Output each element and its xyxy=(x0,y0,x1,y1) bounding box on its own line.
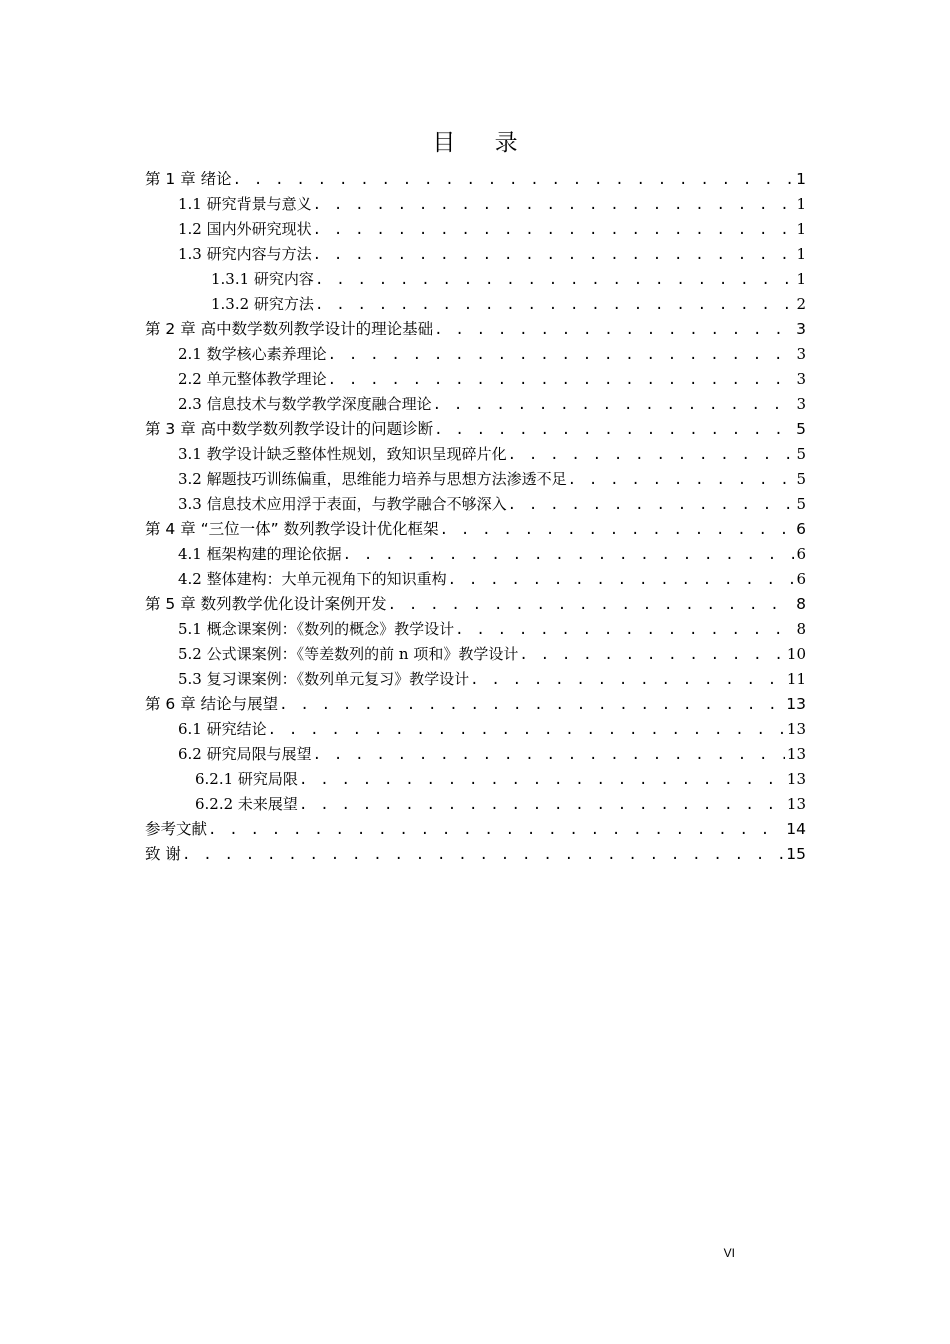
dot-leader xyxy=(315,293,795,317)
toc-entry-page: 13 xyxy=(786,770,806,788)
toc-entry-label: 第 1 章 绪论 xyxy=(145,170,232,188)
toc-entry-page: 1 xyxy=(796,245,806,263)
dot-leader xyxy=(519,643,785,667)
toc-entry-section-3-3[interactable] xyxy=(178,492,806,516)
dot-leader xyxy=(313,243,795,267)
dot-leader xyxy=(268,718,785,742)
toc-entry-section-1-1[interactable] xyxy=(178,192,806,216)
toc-entry-page: 5 xyxy=(796,470,806,488)
toc-entry-label: 1.3.1 研究内容 xyxy=(211,270,314,288)
toc-entry-page: 8 xyxy=(796,595,806,613)
toc-title: 目 录 xyxy=(432,130,534,156)
dot-leader xyxy=(440,518,794,542)
dot-leader xyxy=(313,743,785,767)
toc-entry-page: 6 xyxy=(796,570,806,588)
toc-entry-section-1-3[interactable] xyxy=(178,242,806,266)
toc-entry-page: 11 xyxy=(786,670,806,688)
toc-entry-page: 5 xyxy=(796,445,806,463)
toc-entry-section-4-1[interactable] xyxy=(178,542,806,566)
toc-entry-page: 1 xyxy=(796,220,806,238)
dot-leader xyxy=(434,318,794,342)
toc-entry-label: 致 谢 xyxy=(145,845,181,863)
dot-leader xyxy=(328,343,795,367)
toc-entry-section-3-1[interactable] xyxy=(178,442,806,466)
toc-entry-label: 3.2 解题技巧训练偏重，思维能力培养与思想方法渗透不足 xyxy=(178,470,567,488)
toc-entry-page: 13 xyxy=(786,745,806,763)
toc-entry-section-2-3[interactable] xyxy=(178,392,806,416)
toc-entry-page: 6 xyxy=(796,520,806,538)
toc-entry-section-4-2[interactable] xyxy=(178,567,806,591)
toc-entry-page: 1 xyxy=(796,170,806,188)
toc-entry-subsection-1-3-2[interactable] xyxy=(211,292,806,316)
toc-entry-page: 6 xyxy=(796,545,806,563)
page-number: VI xyxy=(723,1246,735,1260)
toc-entry-label: 2.2 单元整体教学理论 xyxy=(178,370,327,388)
dot-leader xyxy=(433,393,795,417)
toc-entry-label: 第 6 章 结论与展望 xyxy=(145,695,279,713)
dot-leader xyxy=(279,693,784,717)
dot-leader xyxy=(568,468,795,492)
toc-entry-chapter-4[interactable] xyxy=(145,517,806,541)
toc-entry-label: 2.3 信息技术与数学教学深度融合理论 xyxy=(178,395,432,413)
toc-entry-chapter-1[interactable] xyxy=(145,167,806,191)
toc-entry-section-1-2[interactable] xyxy=(178,217,806,241)
toc-entry-label: 5.3 复习课案例：《数列单元复习》教学设计 xyxy=(178,670,470,688)
toc-entry-subsection-1-3-1[interactable] xyxy=(211,267,806,291)
toc-entry-section-6-1[interactable] xyxy=(178,717,806,741)
toc-entry-section-2-1[interactable] xyxy=(178,342,806,366)
toc-entry-section-6-2[interactable] xyxy=(178,742,806,766)
toc-entry-label: 6.1 研究结论 xyxy=(178,720,267,738)
toc-entry-page: 8 xyxy=(796,620,806,638)
dot-leader xyxy=(233,168,794,192)
toc-entry-page: 10 xyxy=(786,645,806,663)
toc-entry-label: 第 4 章 “三位一体” 数列教学设计优化框架 xyxy=(145,520,439,538)
toc-entry-label: 参考文献 xyxy=(145,820,208,838)
toc-entry-page: 13 xyxy=(786,695,806,713)
toc-entry-chapter-6[interactable] xyxy=(145,692,806,716)
toc-entry-label: 第 3 章 高中数学数列教学设计的问题诊断 xyxy=(145,420,434,438)
toc-entry-page: 1 xyxy=(796,270,806,288)
toc-entry-section-5-2[interactable] xyxy=(178,642,806,666)
toc-entry-section-5-3[interactable] xyxy=(178,667,806,691)
toc-entry-chapter-3[interactable] xyxy=(145,417,806,441)
toc-entry-acknowledgements[interactable] xyxy=(145,842,806,866)
toc-entry-label: 5.1 概念课案例：《数列的概念》教学设计 xyxy=(178,620,455,638)
dot-leader xyxy=(508,443,795,467)
dot-leader xyxy=(208,818,784,842)
toc-entry-label: 6.2 研究局限与展望 xyxy=(178,745,312,763)
toc-entry-label: 第 5 章 数列教学优化设计案例开发 xyxy=(145,595,387,613)
dot-leader xyxy=(455,618,794,642)
toc-entry-label: 4.2 整体建构：大单元视角下的知识重构 xyxy=(178,570,447,588)
toc-entry-page: 1 xyxy=(796,195,806,213)
toc-entry-label: 1.3.2 研究方法 xyxy=(211,295,314,313)
toc-entry-label: 5.2 公式课案例：《等差数列的前 n 项和》教学设计 xyxy=(178,645,519,663)
dot-leader xyxy=(299,768,785,792)
toc-entry-label: 1.2 国内外研究现状 xyxy=(178,220,312,238)
toc-entry-section-5-1[interactable] xyxy=(178,617,806,641)
toc-entry-label: 4.1 框架构建的理论依据 xyxy=(178,545,342,563)
toc-entry-page: 15 xyxy=(786,845,806,863)
toc-entry-page: 14 xyxy=(786,820,806,838)
dot-leader xyxy=(313,193,795,217)
toc-entry-page: 5 xyxy=(796,495,806,513)
dot-leader xyxy=(388,593,794,617)
toc-entry-label: 6.2.2 未来展望 xyxy=(195,795,298,813)
toc-entry-label: 第 2 章 高中数学数列教学设计的理论基础 xyxy=(145,320,434,338)
toc-entry-subsection-6-2-1[interactable] xyxy=(195,767,806,791)
dot-leader xyxy=(315,268,795,292)
toc-entry-chapter-5[interactable] xyxy=(145,592,806,616)
toc-entry-page: 3 xyxy=(796,320,806,338)
toc-entry-page: 3 xyxy=(796,395,806,413)
toc-entry-references[interactable] xyxy=(145,817,806,841)
toc-entry-page: 13 xyxy=(786,720,806,738)
dot-leader xyxy=(434,418,794,442)
toc-entry-page: 13 xyxy=(786,795,806,813)
toc-entry-label: 1.1 研究背景与意义 xyxy=(178,195,312,213)
toc-entry-label: 3.3 信息技术应用浮于表面，与教学融合不够深入 xyxy=(178,495,507,513)
toc-entry-chapter-2[interactable] xyxy=(145,317,806,341)
dot-leader xyxy=(508,493,795,517)
toc-entry-section-2-2[interactable] xyxy=(178,367,806,391)
toc-entry-label: 3.1 教学设计缺乏整体性规划，致知识呈现碎片化 xyxy=(178,445,507,463)
toc-entry-label: 2.1 数学核心素养理论 xyxy=(178,345,327,363)
dot-leader xyxy=(182,843,784,867)
toc-entry-page: 3 xyxy=(796,370,806,388)
toc-entry-section-3-2[interactable] xyxy=(178,467,806,491)
toc-entry-label: 6.2.1 研究局限 xyxy=(195,770,298,788)
dot-leader xyxy=(343,543,795,567)
toc-entry-page: 2 xyxy=(796,295,806,313)
dot-leader xyxy=(470,668,785,692)
toc-entry-subsection-6-2-2[interactable] xyxy=(195,792,806,816)
dot-leader xyxy=(313,218,795,242)
dot-leader xyxy=(448,568,795,592)
dot-leader xyxy=(299,793,785,817)
toc-entry-page: 5 xyxy=(796,420,806,438)
dot-leader xyxy=(328,368,795,392)
toc-entry-label: 1.3 研究内容与方法 xyxy=(178,245,312,263)
toc-entry-page: 3 xyxy=(796,345,806,363)
